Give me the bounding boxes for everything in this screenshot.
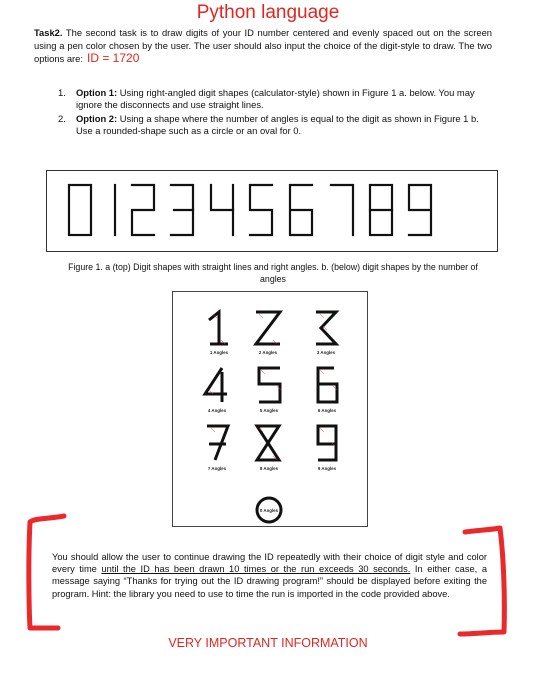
option-item	[58, 113, 488, 138]
angle-digits-graphic	[173, 292, 367, 526]
angle-digit-2	[256, 312, 280, 344]
option-text: Using a shape where the number of angles is equal to the digit as shown in Figure 1 b. Use a rounded-shape such as a circle or an oval for 0.	[76, 112, 479, 137]
task-description	[34, 27, 492, 66]
figure-1a-digits	[46, 170, 498, 252]
figure-1b-angle-digits	[172, 291, 368, 527]
angle-digit-9	[318, 426, 336, 460]
angle-label-6: 6 Angles	[317, 408, 337, 413]
bottom-text-part1: You should allow the user to continue drawing the ID repeatedly with their choice of digit style and color every time	[52, 552, 487, 575]
digit-0	[69, 185, 91, 235]
digit-3	[171, 185, 193, 235]
angle-label-8: 8 Angles	[259, 466, 279, 471]
angle-label-3: 3 Angles	[316, 350, 336, 355]
angle-digit-8	[257, 426, 279, 460]
option-text: Using right-angled digit shapes (calculator-style) shown in Figure 1 a. below. You may ignore the disconnects and use straight lines.	[76, 87, 475, 111]
angle-label-2: 2 Angles	[258, 350, 278, 355]
angle-digit-5	[259, 368, 280, 402]
option-label: Option 1:	[76, 87, 118, 98]
bottom-text-underlined: until the ID has been drawn 10 times or the run exceeds 30 seconds.	[101, 564, 411, 575]
figure-caption: Figure 1. a (top) Digit shapes with straight lines and right angles. b. (below) digit shapes by the number of angles	[68, 262, 478, 284]
digit-6	[290, 185, 312, 235]
angle-label-0: 0 Angles	[259, 508, 279, 513]
angle-label-5: 5 Angles	[259, 408, 279, 413]
digit-5	[250, 185, 272, 235]
digit-8	[370, 185, 392, 235]
page-title: Python language	[196, 2, 340, 23]
id-value: ID = 1720	[87, 51, 140, 66]
digit-2	[132, 185, 154, 235]
angle-digit-6	[318, 368, 337, 402]
option-label: Option 2:	[76, 112, 118, 124]
angle-digit-4	[205, 368, 227, 402]
digit-9	[409, 185, 431, 235]
important-note: VERY IMPORTANT INFORMATION	[168, 636, 368, 650]
angle-digit-3	[316, 312, 336, 344]
angle-label-9: 9 Angles	[317, 466, 337, 471]
option-number: 1.	[58, 87, 66, 98]
angle-digit-7	[207, 426, 228, 460]
digit-4	[211, 185, 233, 235]
angle-label-1: 1 Angles	[209, 350, 229, 355]
task-label: Task2.	[34, 27, 63, 38]
option-item	[58, 87, 488, 112]
angle-label-4: 4 Angles	[207, 408, 227, 413]
digit-7	[331, 185, 353, 235]
bottom-instructions	[52, 551, 487, 600]
calculator-digits-graphic	[47, 171, 497, 251]
angle-label-7: 7 Angles	[207, 466, 227, 471]
angle-digit-1	[209, 312, 228, 344]
task-text: The second task is to draw digits of your ID number centered and evenly spaced out on the screen using a pen color chosen by the user. The user should also input the choice of the digit-style to draw. The two options are:	[34, 27, 492, 65]
options-list	[58, 87, 488, 139]
bottom-text-part2: In either case, a message saying “Thanks for trying out the ID drawing program!” should be displayed before exiting the program. Hint: the library you need to use to time the run is imported in the code provided above.	[52, 564, 487, 599]
option-number: 2.	[58, 112, 66, 124]
